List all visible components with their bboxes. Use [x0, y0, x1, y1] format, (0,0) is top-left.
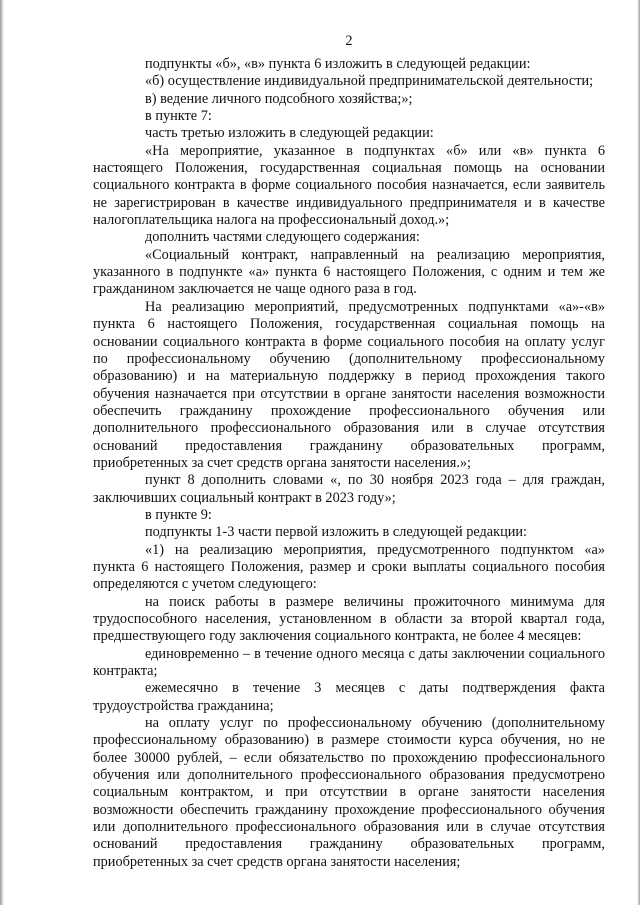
paragraph: на оплату услуг по профессиональному обучению (дополнительному профессиональному образованию) в размере стоимости курса обучения, но не более 30000 рублей, – если обязательство по прохождению профессионального обучения или дополнительного профессионального образования предусмотрено социальным контрактом, и при отсутствии в органе занятости населения возможности обеспечить гражданину прохождение профессионального обучения или дополнительного профессионального образования или в случае отсутствия оснований предоставления гражданину образовательных программ, приобретенных за счет средств органа занятости населения;: [93, 715, 605, 870]
paragraph: в) ведение личного подсобного хозяйства;»;: [145, 90, 413, 107]
paragraph: подпункты 1-3 части первой изложить в следующей редакции:: [145, 524, 527, 541]
paragraph: единовременно – в течение одного месяца с даты заключении социального контракта;: [93, 645, 605, 680]
paragraph: часть третью изложить в следующей редакции:: [145, 125, 434, 142]
paragraph: «1) на реализацию мероприятия, предусмотренного подпунктом «а» пункта 6 настоящего Положения, размер и сроки выплаты социального пособия определяются с учетом следующего:: [93, 541, 605, 593]
page-number: 2: [345, 33, 353, 49]
paragraph: «б) осуществление индивидуальной предпринимательской деятельности;: [145, 73, 594, 90]
paragraph: «Социальный контракт, направленный на реализацию мероприятия, указанного в подпункте «а» пункта 6 настоящего Положения, с одним и тем же гражданином заключается не чаще одного раза в год.: [93, 246, 605, 298]
paragraph: пункт 8 дополнить словами «, по 30 ноября 2023 года – для граждан, заключивших социальный контракт в 2023 году»;: [93, 472, 605, 506]
paragraph: подпункты «б», «в» пункта 6 изложить в следующей редакции:: [145, 56, 531, 72]
paragraph: «На мероприятие, указанное в подпунктах «б» или «в» пункта 6 настоящего Положения, государственная социальная помощь на основании социального контракта в форме социального пособия назначается, если заявитель не зарегистрирован в качестве индивидуального предпринимателя и в качестве налогоплательщика налога на профессиональный доход.»;: [93, 142, 605, 229]
paragraph: На реализацию мероприятий, предусмотренных подпунктами «а»-«в» пункта 6 настоящего Положения, государственная социальная помощь на основании социального контракта в форме социального пособия на оплату услуг по профессиональному обучению (дополнительному профессиональному образованию) и на материальную поддержку в период прохождения такого обучения назначается при отсутствии в органе занятости населения возможности обеспечить гражданину прохождение профессионального обучения или дополнительного профессионального образования или в случае отсутствия оснований предоставления гражданину образовательных программ, приобретенных за счет средств органа занятости населения.»;: [93, 298, 605, 471]
paragraph: на поиск работы в размере величины прожиточного минимума для трудоспособного населения, установленном в области за второй квартал года, предшествующего году заключения социального контракта, не более 4 месяцев:: [93, 593, 605, 645]
paragraph: в пункте 9:: [145, 506, 212, 523]
document-page: [93, 31, 605, 871]
paragraph: дополнить частями следующего содержания:: [145, 229, 420, 246]
scan-edge-left: [0, 0, 4, 905]
document-body: [93, 56, 605, 871]
paragraph: ежемесячно в течение 3 месяцев с даты подтверждения факта трудоустройства гражданина;: [93, 680, 605, 714]
paragraph: в пункте 7:: [145, 108, 212, 125]
